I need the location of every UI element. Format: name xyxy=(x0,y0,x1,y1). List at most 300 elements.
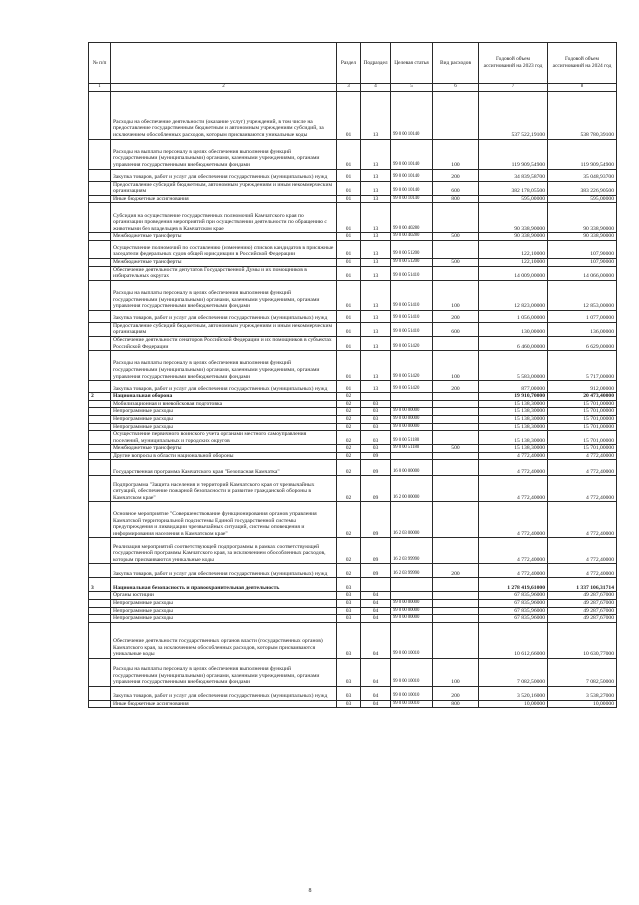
row-value-2024: 5 717,00000 xyxy=(548,351,617,381)
row-value-2023: 15 138,30000 xyxy=(479,423,548,431)
row-num xyxy=(89,310,111,322)
row-name: Другие вопросы в области национальной обороны xyxy=(111,452,337,460)
table-row xyxy=(89,240,617,258)
row-subsection: 09 xyxy=(361,460,391,476)
row-section: 03 xyxy=(337,658,361,686)
table-body xyxy=(89,91,617,708)
row-num xyxy=(89,658,111,686)
row-exp-type xyxy=(433,615,479,623)
row-section: 01 xyxy=(337,240,361,258)
row-target: 99 0 00 10140 xyxy=(391,139,433,169)
row-section: 01 xyxy=(337,258,361,266)
row-num xyxy=(89,322,111,336)
table-row xyxy=(89,233,617,241)
row-name: Межбюджетные трансферты xyxy=(111,233,337,241)
table-row xyxy=(89,700,617,708)
row-value-2023: 130,00000 xyxy=(479,322,548,336)
row-value-2023: 122,10000 xyxy=(479,258,548,266)
row-name: Осуществление первичного воинского учета органами местного самоуправления поселений, муниципальных и городских округов xyxy=(111,431,337,445)
row-num xyxy=(89,381,111,393)
row-value-2024: 538 780,39100 xyxy=(548,91,617,139)
index-cell: 1 xyxy=(89,84,111,92)
row-value-2023: 4 772,40000 xyxy=(479,564,548,578)
row-num xyxy=(89,169,111,181)
table-row xyxy=(89,393,617,401)
row-exp-type: 500 xyxy=(433,258,479,266)
row-name: Закупка товаров, работ и услуг для обеспечения государственных (муниципальных) нужд xyxy=(111,381,337,393)
row-target: 16 2 03 00000 xyxy=(391,502,433,538)
table-row xyxy=(89,423,617,431)
row-subsection: 04 xyxy=(361,607,391,615)
row-subsection: 03 xyxy=(361,431,391,445)
row-value-2023: 15 138,30000 xyxy=(479,400,548,408)
table-row xyxy=(89,351,617,381)
table-row xyxy=(89,658,617,686)
row-value-2024: 107,90000 xyxy=(548,258,617,266)
row-value-2024: 49 287,67000 xyxy=(548,592,617,600)
row-num xyxy=(89,139,111,169)
row-value-2023: 595,00000 xyxy=(479,195,548,203)
row-section: 02 xyxy=(337,423,361,431)
row-name: Подпрограмма "Защита населения и территорий Камчатского края от чрезвычайных ситуаций, обеспечение пожарной безопасности и развитие гражданской обороны в Камчатском крае" xyxy=(111,476,337,502)
row-value-2023: 15 138,30000 xyxy=(479,415,548,423)
row-section: 03 xyxy=(337,686,361,700)
row-subsection: 13 xyxy=(361,181,391,195)
row-value-2024: 49 287,67000 xyxy=(548,600,617,608)
index-row xyxy=(89,84,617,92)
index-cell: 8 xyxy=(548,84,617,92)
header-exp-type: Вид расходов xyxy=(433,43,479,84)
row-name: Национальная безопасность и правоохранительная деятельность xyxy=(111,578,337,592)
table-row xyxy=(89,280,617,310)
row-subsection xyxy=(361,578,391,592)
row-num xyxy=(89,600,111,608)
row-section: 03 xyxy=(337,578,361,592)
row-target: 99 0 00 51420 xyxy=(391,336,433,350)
row-value-2023: 7 082,50000 xyxy=(479,658,548,686)
row-value-2024: 35 048,93700 xyxy=(548,169,617,181)
row-value-2023: 10 612,66000 xyxy=(479,622,548,658)
row-exp-type xyxy=(433,600,479,608)
row-subsection: 13 xyxy=(361,195,391,203)
row-target: 99 0 00 40280 xyxy=(391,233,433,241)
row-section: 01 xyxy=(337,266,361,280)
header-row xyxy=(89,43,617,84)
row-value-2023: 1 056,00000 xyxy=(479,310,548,322)
row-value-2024: 20 473,40000 xyxy=(548,393,617,401)
row-subsection: 04 xyxy=(361,600,391,608)
row-num xyxy=(89,336,111,350)
row-value-2023: 15 138,30000 xyxy=(479,445,548,453)
row-name: Предоставление субсидий бюджетным, автономным учреждениям и иным некоммерческим организациям xyxy=(111,322,337,336)
row-exp-type: 200 xyxy=(433,686,479,700)
row-exp-type xyxy=(433,502,479,538)
row-num xyxy=(89,203,111,233)
row-value-2023: 19 910,70000 xyxy=(479,393,548,401)
row-subsection: 04 xyxy=(361,615,391,623)
table-row xyxy=(89,622,617,658)
row-subsection xyxy=(361,393,391,401)
row-exp-type xyxy=(433,240,479,258)
header-num: № п/п xyxy=(89,43,111,84)
row-name: Расходы на обеспечение деятельности (оказание услуг) учреждений, в том числе на предоставление государственным бюджетным и автономным учреждениям субсидий, за исключением обособленных расходов, которым присваиваются уникальные коды xyxy=(111,91,337,139)
row-value-2024: 4 772,40000 xyxy=(548,502,617,538)
table-row xyxy=(89,258,617,266)
table-row xyxy=(89,452,617,460)
row-target: 99 0 00 00000 xyxy=(391,408,433,416)
row-num xyxy=(89,415,111,423)
row-num xyxy=(89,431,111,445)
table-row xyxy=(89,431,617,445)
row-value-2024: 595,00000 xyxy=(548,195,617,203)
row-subsection: 13 xyxy=(361,280,391,310)
row-section: 03 xyxy=(337,700,361,708)
row-name: Непрограммные расходы xyxy=(111,607,337,615)
row-target xyxy=(391,452,433,460)
row-subsection: 04 xyxy=(361,700,391,708)
row-value-2023: 67 835,96000 xyxy=(479,615,548,623)
table-row xyxy=(89,564,617,578)
row-value-2023: 119 909,54900 xyxy=(479,139,548,169)
row-exp-type xyxy=(433,266,479,280)
row-target xyxy=(391,592,433,600)
row-target: 16 2 00 00000 xyxy=(391,476,433,502)
row-num xyxy=(89,445,111,453)
header-2023: Годовой объем ассигнований на 2023 год xyxy=(479,43,548,84)
row-num xyxy=(89,538,111,564)
row-section: 02 xyxy=(337,415,361,423)
row-section: 01 xyxy=(337,91,361,139)
row-section: 03 xyxy=(337,600,361,608)
table-row xyxy=(89,615,617,623)
row-value-2023: 3 520,16000 xyxy=(479,686,548,700)
row-value-2024: 10,00000 xyxy=(548,700,617,708)
row-num xyxy=(89,615,111,623)
header-section: Раздел xyxy=(337,43,361,84)
row-num xyxy=(89,280,111,310)
row-exp-type xyxy=(433,460,479,476)
table-row xyxy=(89,336,617,350)
row-exp-type xyxy=(433,408,479,416)
row-value-2024: 15 701,00000 xyxy=(548,415,617,423)
row-value-2023: 34 839,58700 xyxy=(479,169,548,181)
row-section: 01 xyxy=(337,310,361,322)
row-name: Обеспечение деятельности депутатов Государственной Думы и их помощников в избирательных округах xyxy=(111,266,337,280)
row-name: Закупка товаров, работ и услуг для обеспечения государственных (муниципальных) нужд xyxy=(111,564,337,578)
row-num xyxy=(89,564,111,578)
table-row xyxy=(89,400,617,408)
row-name: Мобилизационная и вневойсковая подготовка xyxy=(111,400,337,408)
row-name: Расходы на выплаты персоналу в целях обеспечения выполнения функций государственными (муниципальными) органами, казенными учреждениями, органами управления государственными внебюджетными фондами xyxy=(111,351,337,381)
row-exp-type: 200 xyxy=(433,564,479,578)
row-subsection: 09 xyxy=(361,452,391,460)
row-value-2024: 7 082,50000 xyxy=(548,658,617,686)
row-value-2023: 67 835,96000 xyxy=(479,600,548,608)
budget-table xyxy=(88,42,617,708)
row-section: 02 xyxy=(337,538,361,564)
row-value-2023: 4 772,40000 xyxy=(479,476,548,502)
row-num xyxy=(89,91,111,139)
row-target: 99 0 00 51410 xyxy=(391,310,433,322)
row-target: 99 0 00 10010 xyxy=(391,622,433,658)
row-target: 99 0 00 10010 xyxy=(391,658,433,686)
row-subsection: 13 xyxy=(361,322,391,336)
row-exp-type: 500 xyxy=(433,445,479,453)
row-value-2024: 6 629,00000 xyxy=(548,336,617,350)
row-target: 99 0 00 40280 xyxy=(391,203,433,233)
row-value-2024: 4 772,40000 xyxy=(548,476,617,502)
row-target: 99 0 00 00000 xyxy=(391,600,433,608)
table-row xyxy=(89,476,617,502)
row-value-2023: 90 338,90000 xyxy=(479,203,548,233)
row-target: 99 0 00 51200 xyxy=(391,258,433,266)
row-num xyxy=(89,400,111,408)
row-subsection: 13 xyxy=(361,266,391,280)
row-num xyxy=(89,452,111,460)
row-num xyxy=(89,592,111,600)
table-row xyxy=(89,408,617,416)
row-name: Национальная оборона xyxy=(111,393,337,401)
table-row xyxy=(89,169,617,181)
row-subsection: 03 xyxy=(361,445,391,453)
row-subsection: 13 xyxy=(361,336,391,350)
row-name: Закупка товаров, работ и услуг для обеспечения государственных (муниципальных) нужд xyxy=(111,686,337,700)
row-subsection: 13 xyxy=(361,310,391,322)
row-exp-type: 100 xyxy=(433,658,479,686)
index-cell: 7 xyxy=(479,84,548,92)
row-subsection: 13 xyxy=(361,203,391,233)
row-subsection: 04 xyxy=(361,686,391,700)
row-name: Непрограммные расходы xyxy=(111,615,337,623)
row-section: 01 xyxy=(337,181,361,195)
row-num xyxy=(89,622,111,658)
row-value-2024: 15 701,00000 xyxy=(548,400,617,408)
row-target: 99 0 00 51200 xyxy=(391,240,433,258)
row-value-2023: 4 772,40000 xyxy=(479,502,548,538)
row-value-2024: 49 287,67000 xyxy=(548,615,617,623)
row-name: Осуществление полномочий по составлению (изменению) списков кандидатов в присяжные заседатели федеральных судов общей юрисдикции в Российской Федерации xyxy=(111,240,337,258)
row-subsection: 13 xyxy=(361,258,391,266)
table-row xyxy=(89,445,617,453)
row-section: 01 xyxy=(337,233,361,241)
table-row xyxy=(89,310,617,322)
row-target: 16 0 00 00000 xyxy=(391,460,433,476)
row-subsection: 04 xyxy=(361,622,391,658)
row-value-2024: 90 338,90000 xyxy=(548,203,617,233)
row-subsection: 03 xyxy=(361,415,391,423)
row-exp-type: 200 xyxy=(433,169,479,181)
row-section: 01 xyxy=(337,381,361,393)
row-target: 99 0 00 10010 xyxy=(391,686,433,700)
row-target: 99 0 00 10010 xyxy=(391,700,433,708)
row-value-2024: 12 853,00000 xyxy=(548,280,617,310)
index-cell: 5 xyxy=(391,84,433,92)
row-section: 03 xyxy=(337,592,361,600)
row-num xyxy=(89,686,111,700)
row-section: 02 xyxy=(337,452,361,460)
row-target xyxy=(391,578,433,592)
row-value-2024: 3 538,27000 xyxy=(548,686,617,700)
index-cell: 6 xyxy=(433,84,479,92)
table-row xyxy=(89,592,617,600)
row-target: 99 0 00 00000 xyxy=(391,615,433,623)
row-value-2023: 877,00000 xyxy=(479,381,548,393)
row-section: 02 xyxy=(337,445,361,453)
row-target: 99 0 00 51410 xyxy=(391,322,433,336)
row-section: 01 xyxy=(337,280,361,310)
row-name: Основное мероприятие "Совершенствование функционирования органов управления Камчатской территориальной подсистемы Единой государственной системы предупреждения и ликвидации чрезвычайных ситуаций, системы оповещения и информирования населения в Камчатском крае" xyxy=(111,502,337,538)
row-name: Иные бюджетные ассигнования xyxy=(111,700,337,708)
row-name: Непрограммные расходы xyxy=(111,423,337,431)
row-num xyxy=(89,258,111,266)
row-target: 99 0 00 10140 xyxy=(391,169,433,181)
row-value-2023: 67 835,96000 xyxy=(479,607,548,615)
budget-sheet xyxy=(88,42,616,708)
row-exp-type xyxy=(433,203,479,233)
row-target xyxy=(391,393,433,401)
row-subsection: 03 xyxy=(361,408,391,416)
row-num xyxy=(89,408,111,416)
table-row xyxy=(89,139,617,169)
row-value-2024: 119 909,54900 xyxy=(548,139,617,169)
index-cell: 2 xyxy=(111,84,337,92)
row-subsection: 13 xyxy=(361,169,391,181)
header-target: Целевая статья xyxy=(391,43,433,84)
row-num: 3 xyxy=(89,578,111,592)
row-subsection: 13 xyxy=(361,351,391,381)
row-section: 03 xyxy=(337,607,361,615)
table-row xyxy=(89,91,617,139)
row-target: 99 0 00 51180 xyxy=(391,445,433,453)
row-num xyxy=(89,240,111,258)
row-value-2024: 15 701,00000 xyxy=(548,423,617,431)
row-num xyxy=(89,351,111,381)
row-value-2024: 49 287,67000 xyxy=(548,607,617,615)
row-value-2024: 14 066,00000 xyxy=(548,266,617,280)
row-section: 01 xyxy=(337,322,361,336)
table-row xyxy=(89,538,617,564)
row-num xyxy=(89,233,111,241)
table-row xyxy=(89,381,617,393)
row-section: 03 xyxy=(337,615,361,623)
row-exp-type xyxy=(433,91,479,139)
row-exp-type xyxy=(433,336,479,350)
row-value-2024: 15 701,00000 xyxy=(548,408,617,416)
row-value-2023: 10,00000 xyxy=(479,700,548,708)
row-exp-type xyxy=(433,592,479,600)
row-exp-type xyxy=(433,538,479,564)
row-section: 01 xyxy=(337,351,361,381)
row-target: 99 0 00 10140 xyxy=(391,91,433,139)
row-value-2024: 912,00000 xyxy=(548,381,617,393)
row-subsection: 03 xyxy=(361,423,391,431)
page-number: 8 xyxy=(308,888,312,894)
row-subsection: 09 xyxy=(361,564,391,578)
row-section: 01 xyxy=(337,169,361,181)
row-name: Межбюджетные трансферты xyxy=(111,258,337,266)
row-section: 01 xyxy=(337,336,361,350)
row-subsection: 13 xyxy=(361,139,391,169)
row-exp-type xyxy=(433,622,479,658)
row-exp-type: 600 xyxy=(433,322,479,336)
row-exp-type xyxy=(433,423,479,431)
row-value-2023: 4 772,40000 xyxy=(479,538,548,564)
row-name: Непрограммные расходы xyxy=(111,415,337,423)
row-section: 02 xyxy=(337,400,361,408)
row-value-2024: 10 630,77000 xyxy=(548,622,617,658)
row-exp-type xyxy=(433,452,479,460)
table-row xyxy=(89,686,617,700)
row-subsection: 09 xyxy=(361,476,391,502)
row-exp-type: 800 xyxy=(433,195,479,203)
row-num xyxy=(89,502,111,538)
row-exp-type: 100 xyxy=(433,139,479,169)
row-exp-type xyxy=(433,431,479,445)
row-subsection: 13 xyxy=(361,91,391,139)
row-name: Обеспечение деятельности государственных органов власти (государственных органов) Камчатского края, за исключением обособленных расходов, которым присваиваются уникальные коды xyxy=(111,622,337,658)
row-section: 02 xyxy=(337,460,361,476)
row-target: 16 2 03 99990 xyxy=(391,538,433,564)
row-subsection: 09 xyxy=(361,538,391,564)
table-row xyxy=(89,502,617,538)
row-value-2024: 1 077,00000 xyxy=(548,310,617,322)
row-section: 02 xyxy=(337,564,361,578)
row-value-2023: 122,10000 xyxy=(479,240,548,258)
index-cell: 3 xyxy=(337,84,361,92)
row-subsection: 13 xyxy=(361,381,391,393)
row-subsection: 04 xyxy=(361,592,391,600)
row-name: Расходы на выплаты персоналу в целях обеспечения выполнения функций государственными (муниципальными) органами, казенными учреждениями, органами управления государственными внебюджетными фондами xyxy=(111,139,337,169)
row-subsection: 03 xyxy=(361,400,391,408)
row-name: Закупка товаров, работ и услуг для обеспечения государственных (муниципальных) нужд xyxy=(111,169,337,181)
row-num xyxy=(89,423,111,431)
row-value-2023: 382 178,05500 xyxy=(479,181,548,195)
index-cell: 4 xyxy=(361,84,391,92)
row-num xyxy=(89,181,111,195)
row-name: Непрограммные расходы xyxy=(111,600,337,608)
row-exp-type xyxy=(433,578,479,592)
row-name: Предоставление субсидий бюджетным, автономным учреждениям и иным некоммерческим организациям xyxy=(111,181,337,195)
row-section: 02 xyxy=(337,408,361,416)
row-num: 2 xyxy=(89,393,111,401)
row-value-2023: 537 522,19100 xyxy=(479,91,548,139)
row-exp-type: 800 xyxy=(433,700,479,708)
row-value-2024: 136,00000 xyxy=(548,322,617,336)
table-row xyxy=(89,460,617,476)
row-value-2024: 15 701,00000 xyxy=(548,445,617,453)
row-subsection: 04 xyxy=(361,658,391,686)
row-name: Субсидия на осуществление государственных полномочий Камчатского края по организации проведения мероприятий при осуществлении деятельности по обращению с животными без владельцев в Камчатском крае xyxy=(111,203,337,233)
row-name: Межбюджетные трансферты xyxy=(111,445,337,453)
table-row xyxy=(89,578,617,592)
header-name xyxy=(111,43,337,84)
row-value-2023: 6 460,00000 xyxy=(479,336,548,350)
row-target: 99 0 00 51410 xyxy=(391,266,433,280)
row-target: 99 0 00 51420 xyxy=(391,381,433,393)
row-subsection: 09 xyxy=(361,502,391,538)
row-exp-type xyxy=(433,415,479,423)
row-exp-type xyxy=(433,393,479,401)
table-row xyxy=(89,266,617,280)
row-exp-type: 100 xyxy=(433,351,479,381)
row-target: 99 0 00 51420 xyxy=(391,351,433,381)
row-num xyxy=(89,607,111,615)
row-num xyxy=(89,266,111,280)
row-value-2023: 15 138,30000 xyxy=(479,408,548,416)
row-subsection: 13 xyxy=(361,233,391,241)
row-target: 99 0 00 51410 xyxy=(391,280,433,310)
table-row xyxy=(89,415,617,423)
